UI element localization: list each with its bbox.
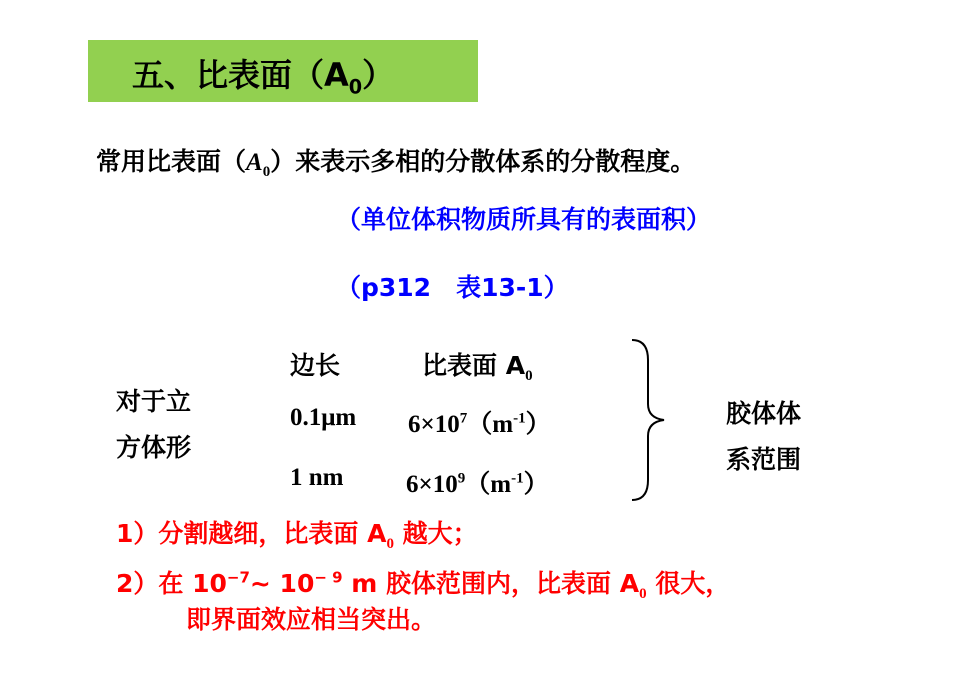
note-2-continuation: 即界面效应相当突出。	[186, 605, 437, 634]
right-brace	[628, 338, 672, 502]
definition-note: （单位体积物质所具有的表面积）	[336, 205, 712, 234]
range-label-line2: 系范围	[726, 445, 802, 474]
row-label-line1: 对于立	[116, 387, 192, 416]
range-label-line1: 胶体体	[726, 399, 802, 428]
row-label-line2: 方体形	[116, 433, 192, 462]
textbook-reference: （p312 表13-1）	[336, 273, 569, 302]
row2-area: $6\times 10^9(m^{-1})$	[406, 470, 549, 498]
note-1: 1）分割越细，比表面 $A_0$ 越大；	[116, 519, 478, 552]
intro-sentence: 常用比表面$(A_0)$来表示多相的分散体系的分散程度。	[96, 147, 696, 180]
header-specific-surface: 比表面 $A_0$	[422, 351, 533, 384]
header-edge-length: 边长	[290, 351, 341, 380]
note-2: 2）在 $10^{-7}\sim$ $10^{- 9}$ m 胶体范围内，比表面 $A_0$ 很大，	[116, 568, 731, 602]
row1-edge: 0.1μm	[290, 404, 357, 431]
row2-edge: 1 nm	[290, 464, 344, 491]
row1-area: $6\times 10^7(m^{-1})$	[408, 410, 551, 438]
slide-title: 五、比表面$(A_0)$	[132, 56, 395, 99]
